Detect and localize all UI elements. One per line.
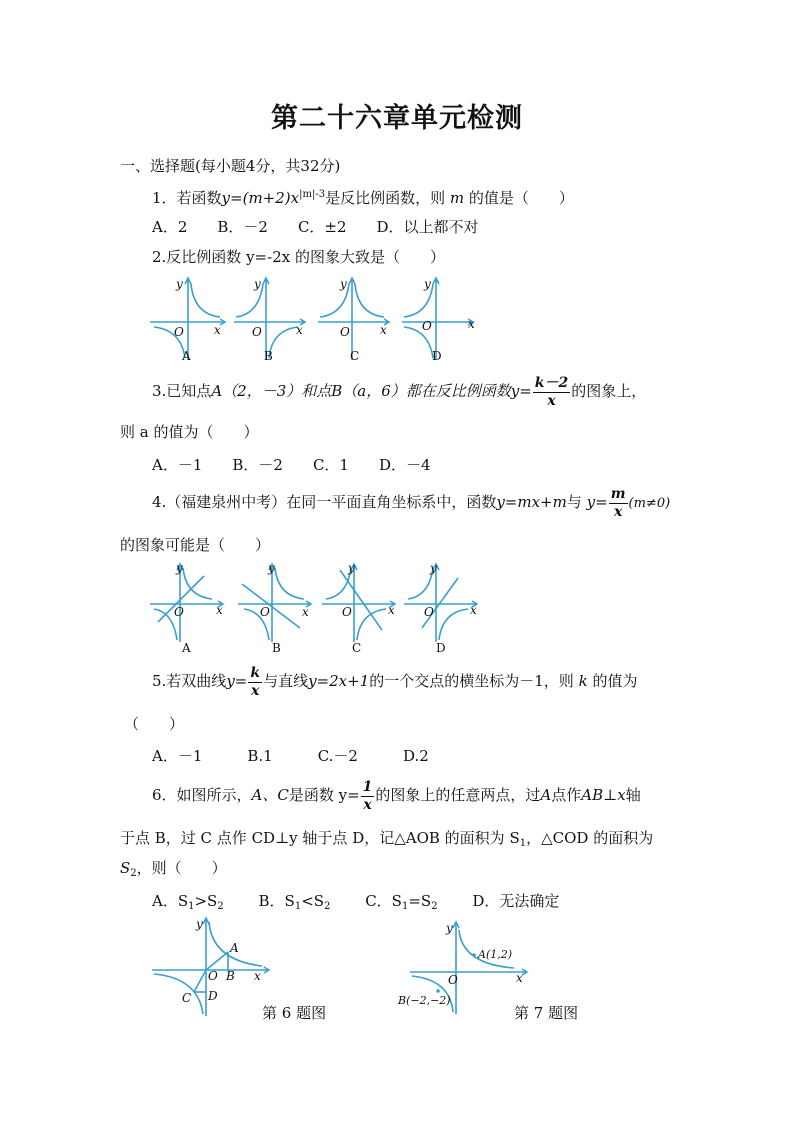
q4d-x-label: x [470,603,477,617]
q3-numerator: k－2 [534,374,569,391]
figure-6 [150,916,274,1020]
q2-label-d: D [432,349,442,363]
q6-opt-b-sub2: 2 [324,901,331,912]
q1-end: 的值是（ ） [468,189,574,207]
q6-opt-b-text2: <S [301,892,325,910]
q2b-x-label: x [296,323,303,337]
q1-pre: 1．若函数 [152,189,222,207]
q6-opt-c-text: C．S [365,892,402,910]
q3-point-a: A（2，－3）和点 [211,382,332,400]
q2a-x-label: x [214,323,221,337]
q2c-x-label: x [380,323,387,337]
q4-label-c: C [352,641,362,655]
q6-opt-a [152,892,224,910]
q6-opt-b-text: B．S [258,892,295,910]
q3-fraction [533,375,570,410]
question-5 [152,664,637,700]
question-3 [152,374,646,410]
q2a-origin: O [174,325,184,339]
q6-opt-a-text2: >S [194,892,218,910]
q6-line2-text: 于点 B，过 C 点作 CD⊥y 轴于点 D，记△AOB 的面积为 S [120,829,520,847]
q4c-origin: O [342,605,352,619]
q2c-origin: O [340,325,350,339]
q6-post2: 点作 [551,786,582,804]
q6-end: 轴 [625,786,641,804]
q2-graph-d [402,276,478,366]
q3-post: 的图象上， [571,382,647,400]
fig6-point-c: C [182,991,192,1005]
q4-label-d: D [436,641,446,655]
fig7-point-a: A(1,2) [478,948,513,961]
q6-opt-a-sub2: 2 [217,901,224,912]
q6-opt-b [259,892,331,910]
q3-options: A．－1 B．－2 C．1 D．－4 [152,456,431,474]
q4-f1: y=mx+m [496,493,567,511]
q6-ac: A、C [251,786,289,804]
figure-7-caption: 第 7 题图 [514,1004,579,1022]
fig6-x-label: x [254,969,261,983]
q4-label-b: B [272,641,281,655]
q6-opt-c-sub1: 1 [401,901,409,912]
q5-fraction [248,665,262,700]
fig6-y-label: y [196,917,203,931]
q1-expr: y=(m+2)x [221,189,300,207]
q5-pre: 5.若双曲线 [152,672,227,690]
question-1 [152,185,574,208]
q2-graph-c [318,276,394,366]
q6-s2: S [120,859,131,877]
q4-label-a: A [182,641,191,655]
q4-f2: y= [586,493,608,511]
fig6-point-a: A [230,941,239,955]
q5-numerator: k [250,664,261,681]
q2d-x-label: x [468,317,475,331]
q5-var: k [578,672,588,690]
q2-label-b: B [264,349,273,363]
q2-graph-a [150,276,226,366]
q4-mid: 与 [566,493,582,511]
q3-line2: 则 a 的值为（ ） [120,423,259,441]
q2b-origin: O [252,325,262,339]
q2d-y-label: y [424,277,431,291]
q3-func: y= [510,382,532,400]
q5-post: 的一个交点的横坐标为－1，则 [369,672,574,690]
fig6-origin: O [208,969,218,983]
q6-mid: 是函数 y= [288,786,360,804]
q6-opt-c-text2: =S [408,892,432,910]
q6-denominator: x [363,796,372,813]
q4a-x-label: x [216,603,223,617]
q6-opt-a-text: A．S [152,892,189,910]
question-2: 2.反比例函数 y=-2x 的图象大致是（ ） [152,248,445,266]
q6-fraction [361,779,375,814]
q6-opt-d: D．无法确定 [472,892,560,910]
q4c-y-label: y [348,561,355,575]
q6-opt-c [365,892,437,910]
q2-label-c: C [350,349,360,363]
q1-post: 是反比例函数，则 [325,189,446,207]
q2c-y-label: y [340,277,347,291]
fig6-point-d: D [208,989,218,1003]
q6-line3 [120,858,227,884]
q1-var: m [449,189,465,207]
section-heading: 一、选择题(每小题4分，共32分) [120,157,341,175]
q4d-y-label: y [430,561,437,575]
fig7-y-label: y [446,921,453,935]
q4d-origin: O [424,605,434,619]
q5-options: A．－1 B.1 C.－2 D.2 [152,747,429,765]
q6-pre: 6．如图所示， [152,786,252,804]
q4-numerator: m [610,485,626,502]
q4-graph-b [238,561,316,655]
q6-line2 [120,828,653,854]
figure-6-caption: 第 6 题图 [262,1004,327,1022]
fig7-dot-a [472,953,476,957]
q4-line2: 的图象可能是（ ） [120,536,271,554]
q2d-origin: O [422,319,432,333]
q5-f1: y= [226,672,248,690]
q4-graph-a [150,561,228,655]
q4c-x-label: x [388,603,395,617]
question-4 [152,485,670,521]
fig7-dot-b [436,989,440,993]
q4a-y-label: y [176,561,183,575]
figure-7 [398,920,532,1016]
q4b-y-label: y [268,561,275,575]
q6-line2b: ，△COD 的面积为 [526,829,654,847]
q4-graph-d [404,561,482,655]
q6-s1-sub: 1 [519,838,527,849]
q5-end: 的值为 [592,672,638,690]
q1-exp: |m|-3 [299,189,326,200]
q6-options [152,891,559,917]
q4-pre: 4.（福建泉州中考）在同一平面直角坐标系中，函数 [152,493,497,511]
question-6 [152,778,641,814]
q3-pre: 3.已知点 [152,382,212,400]
q6-line3b: ，则（ ） [136,859,227,877]
q1-options: A．2 B．－2 C．±2 D．以上都不对 [152,218,479,236]
q4-denominator: x [613,503,623,520]
q6-post: 的图象上的任意两点，过 [375,786,541,804]
q6-numerator: 1 [362,778,373,795]
q3-point-b: B（a，6）都在反比例函数 [331,382,511,400]
q6-opt-b-sub1: 1 [294,901,302,912]
q4-graph-c [322,561,400,655]
q6-ab: AB⊥x [581,786,626,804]
q4-cond: (m≠0) [628,496,671,511]
page-title: 第二十六章单元检测 [271,103,523,134]
q4-fraction [609,486,628,521]
fig7-origin: O [448,973,458,987]
q6-s2-sub: 2 [130,868,137,879]
q5-f2: y=2x+1 [308,672,370,690]
q2b-y-label: y [254,277,261,291]
q4b-origin: O [260,605,270,619]
fig7-x-label: x [516,971,523,985]
q2a-y-label: y [176,277,183,291]
q2-label-a: A [182,349,191,363]
q4b-x-label: x [302,605,309,619]
q6-opt-a-sub1: 1 [188,901,195,912]
q6-opt-c-sub2: 2 [431,901,438,912]
fig6-point-b: B [226,969,235,983]
q5-line2: （ ） [124,715,185,733]
q4a-origin: O [174,605,184,619]
q6-a: A [540,786,552,804]
q3-denominator: x [547,392,556,409]
fig7-point-b: B(−2,−2) [398,994,451,1007]
q5-denominator: x [251,682,260,699]
q5-mid: 与直线 [263,672,309,690]
q2-graph-b [234,276,310,366]
